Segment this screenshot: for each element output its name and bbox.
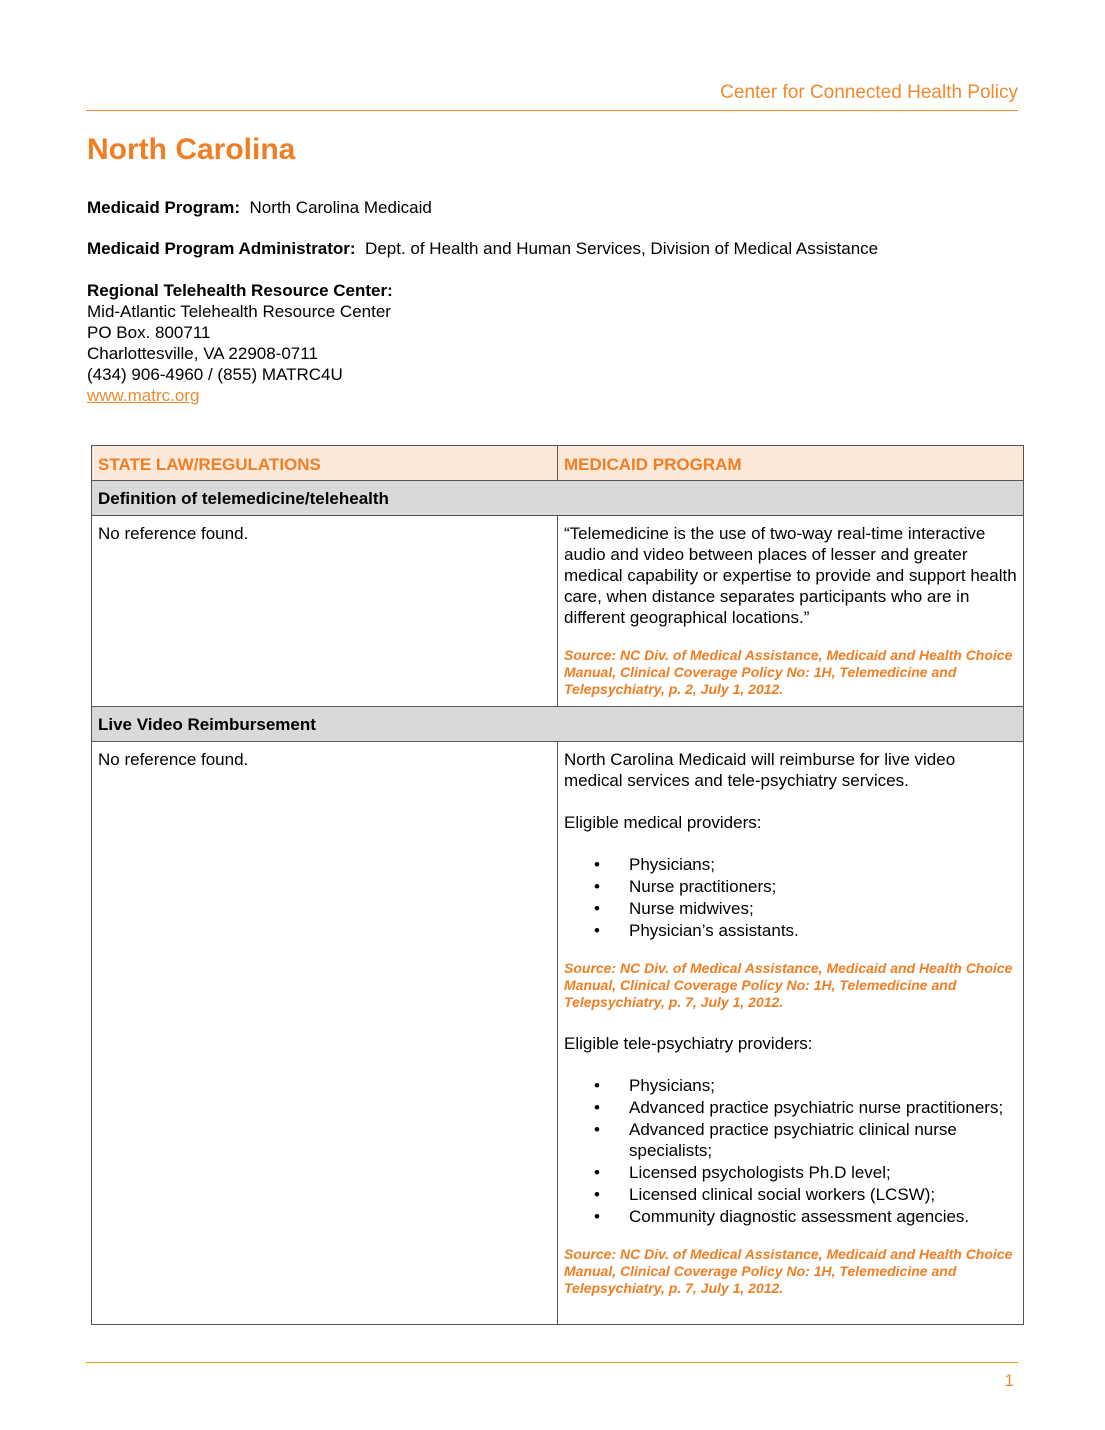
- medical-providers-list: [564, 854, 1017, 941]
- source-citation: Source: NC Div. of Medical Assistance, Medicaid and Health Choice Manual, Clinical Coverage Policy No: 1H, Telemedicine and Telepsychiatry, p. 2, July 1, 2012.: [564, 647, 1013, 697]
- list-item: • Advanced practice psychiatric nurse practitioners;: [564, 1097, 1017, 1118]
- resource-center-city: Charlottesville, VA 22908-0711: [87, 344, 318, 363]
- list-item: • Licensed psychologists Ph.D level;: [564, 1162, 1017, 1183]
- medicaid-cell-live-video: [558, 742, 1024, 1325]
- psych-providers-label: Eligible tele-psychiatry providers:: [564, 1034, 813, 1053]
- footer-divider: [86, 1362, 1018, 1363]
- list-item: • Nurse practitioners;: [564, 876, 1017, 897]
- law-cell-live-video: [92, 742, 558, 1325]
- list-item: • Nurse midwives;: [564, 898, 1017, 919]
- list-item: • Advanced practice psychiatric clinical nurse specialists;: [564, 1119, 1017, 1161]
- table-row: [92, 742, 1024, 1325]
- list-item: • Licensed clinical social workers (LCSW);: [564, 1184, 1017, 1205]
- medicaid-cell-definition: [558, 516, 1024, 707]
- psych-providers-list: [564, 1075, 1017, 1227]
- medical-providers-label: Eligible medical providers:: [564, 813, 762, 832]
- table-header-row: [92, 446, 1024, 481]
- administrator-value: Dept. of Health and Human Services, Division of Medical Assistance: [365, 239, 879, 258]
- live-video-intro: North Carolina Medicaid will reimburse for live video medical services and tele-psychiatry services.: [564, 750, 956, 790]
- law-cell-definition: [92, 516, 558, 707]
- administrator-label: Medicaid Program Administrator:: [87, 239, 356, 258]
- resource-center-po-box: PO Box. 800711: [87, 323, 211, 342]
- definition-text: “Telemedicine is the use of two-way real-time interactive audio and video between places of lesser and greater medical capability or expertise to provide and support health care, when distance separates participants who are in different geographical locations.”: [564, 524, 1017, 627]
- header-divider: [86, 110, 1018, 111]
- list-item: • Community diagnostic assessment agencies.: [564, 1206, 1017, 1227]
- section-row-live-video: [92, 707, 1024, 742]
- medicaid-program-label: Medicaid Program:: [87, 198, 241, 217]
- medicaid-program-line: [87, 197, 432, 218]
- resource-center-phone: (434) 906-4960 / (855) MATRC4U: [87, 365, 343, 384]
- header-state-law: STATE LAW/REGULATIONS: [92, 446, 558, 481]
- medicaid-program-value: North Carolina Medicaid: [249, 198, 432, 217]
- header-medicaid: MEDICAID PROGRAM: [558, 446, 1024, 481]
- resource-center-label: Regional Telehealth Resource Center:: [87, 281, 393, 300]
- header-org-name: Center for Connected Health Policy: [720, 82, 1018, 103]
- section-row-definition: [92, 481, 1024, 516]
- policy-table: [91, 445, 1024, 1325]
- resource-center-name: Mid-Atlantic Telehealth Resource Center: [87, 302, 391, 321]
- source-citation: Source: NC Div. of Medical Assistance, Medicaid and Health Choice Manual, Clinical Coverage Policy No: 1H, Telemedicine and Telepsychiatry, p. 7, July 1, 2012.: [564, 1246, 1013, 1296]
- list-item: • Physician’s assistants.: [564, 920, 1017, 941]
- law-text: No reference found.: [98, 524, 249, 543]
- resource-center-link[interactable]: www.matrc.org: [87, 386, 200, 405]
- page-title: North Carolina: [87, 133, 296, 166]
- section-title-live-video: Live Video Reimbursement: [92, 707, 1024, 742]
- resource-center-block: [87, 280, 393, 406]
- table-row: [92, 516, 1024, 707]
- administrator-line: [87, 238, 878, 259]
- list-item: • Physicians;: [564, 1075, 1017, 1096]
- list-item: • Physicians;: [564, 854, 1017, 875]
- law-text: No reference found.: [98, 750, 249, 769]
- source-citation: Source: NC Div. of Medical Assistance, Medicaid and Health Choice Manual, Clinical Coverage Policy No: 1H, Telemedicine and Telepsychiatry, p. 7, July 1, 2012.: [564, 960, 1013, 1010]
- section-title-definition: Definition of telemedicine/telehealth: [92, 481, 1024, 516]
- page-number: 1: [1004, 1371, 1014, 1390]
